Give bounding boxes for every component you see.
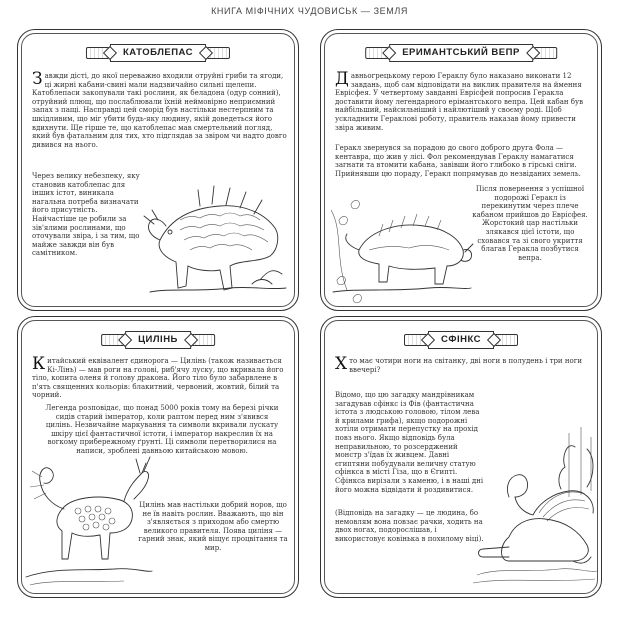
sphinx-icon (469, 427, 599, 589)
article-paragraph: итайський еквівалент єдинорога — Цилінь (також називається Кі-Лінь) — мав роги на голові, риб'ячу луску, що вкривала його тіло, копита оленя й голову дракона. Його тіло було забарвлене в п'ять священних кольорів: блакитний, червоний, жовтий, білий та чорний. (32, 357, 284, 400)
panel-qilin (17, 316, 299, 598)
panel-title: КАТОБЛЕПАС (110, 44, 206, 62)
article-intro (32, 354, 287, 400)
panel-title: ЦИЛІНЬ (125, 331, 191, 349)
panel-title: ЕРИМАНТСЬКИЙ ВЕПР (389, 44, 533, 62)
drop-cap: Х (335, 354, 348, 374)
panel-title-banner (86, 44, 230, 62)
qilin-icon (24, 437, 154, 589)
article-paragraph: Легенда розповідає, що понад 5000 років тому на березі річки сидів старий імператор, коли раптом перед ним з'явився цилінь. Незвичайне маркування та символи вкривали лускату шкіру цієї фантастичної істоти, і імператор накреслив їх на вогкому прибережному ґрунті. Ці символи перетворилися на написи, зроблені давньою китайською мовою. (45, 404, 279, 455)
panel-title-banner (365, 44, 557, 62)
article-paragraph: авньогрецькому герою Гераклу було наказано виконати 12 завдань, щоб сам відповідати на виклик правителя на ймення Еврісфея. У четвертому завданні Еврісфей попросив Геракла доставити йому легендарного ерімантського вепра. Цей кабан був найбільший, найсильніший і найлютіший у своєму роді. Щоб ускладнити Гераклові роботу, правитель наказав йому привести звіра живим. (335, 72, 584, 132)
article-paragraph: Після повернення з успішної подорожі Геракл із перекинутим через плече кабаном прийшов до Еврісфея. Жорстокий цар настільки злякався цієї істоти, що сховався та зі свого укриття благав Геракла позбутися вепра. (472, 185, 588, 262)
article-paragraph: авжди дісті, до якої переважно входили отруйні гриби та ягоди, ці жирні кабани-свині мали надзвичайно сильні щелепи. Катоблепаси закопували такі рослини, як беладона (одур сонний), отруйний плющ, що послаблювали їхній неймовірно неприємний запах з пащі. Насправді цей сморід був настільки нестерпним та шкідливим, що міг убити будь-яку людину, якій доведеться його вдихнути. Ще гірше те, що катоблепас мав смертельний погляд, який був фатальним для тих, хто підглядав за звіром чи надто довго дивився на нього. (32, 72, 287, 149)
article-paragraph: то має чотири ноги на світанку, дві ноги в полудень і три ноги ввечері? (349, 357, 583, 374)
panel-title-banner (101, 331, 215, 349)
article-paragraph: Геракл звернувся за порадою до свого доброго друга Фола — кентавра, що жив у лісі. Фол рекомендував Гераклу намагатися загнати та втомити кабана, завівши його глибоко в гірські сніги. Прийнявши цю пораду, Геракл попрямував до незвіданих земель. (335, 144, 581, 178)
panel-catoblepas (17, 29, 299, 311)
article-paragraph: Через велику небезпеку, яку становив катоблепас для інших істот, виникала нагальна потреба визначати його присутність. Найчастіше це робили за зів'ялими рослинами, що оточували звіра, і за тим, що майже завжди він був самітником. (32, 172, 140, 258)
article-paragraph: Цилінь мав настільки добрий норов, що не їв навіть рослин. Вважають, що він з'являється з приходом або смертю великого правителя. Поява циліня — гарний знак, який віщує процвітання та мир. (138, 501, 288, 552)
drop-cap: К (32, 354, 46, 374)
panel-erymanthian-boar (320, 29, 602, 311)
drop-cap: Д (335, 69, 349, 89)
panel-title-banner (404, 331, 518, 349)
panel-title: СФІНКС (428, 331, 494, 349)
article-paragraph: Відомо, що цю загадку мандрівникам загадував сфінкс із Фів (фантастична істота з людською головою, тілом лева й крилами грифа), якщо подорожні хотіли отримати перепустку на прохід повз нього. Якщо відповідь була неправильною, то розсерджений монстр з'їдав їх живцем. Давні єгиптяни побудували величну статую сфінкса в місті Гіза, що в Єгипті. Сфінкса вирізали з каменю, і в наші дні його можна відвідати й роздивитися. (335, 391, 484, 494)
book-header: КНИГА МІФІЧНИХ ЧУДОВИСЬК — ЗЕМЛЯ (211, 6, 408, 16)
drop-cap: З (32, 69, 43, 89)
article-intro (335, 69, 590, 132)
boar-icon (140, 170, 290, 298)
article-paragraph: (Відповідь на загадку — це людина, бо немовлям вона повзає рачки, ходить на двох ногах, подорослішав, і використовує ковінька в похилому віці). (335, 509, 484, 543)
wild-boar-icon (329, 180, 474, 308)
panel-sphinx (320, 316, 602, 598)
article-intro (32, 69, 287, 149)
article-intro (335, 354, 590, 374)
